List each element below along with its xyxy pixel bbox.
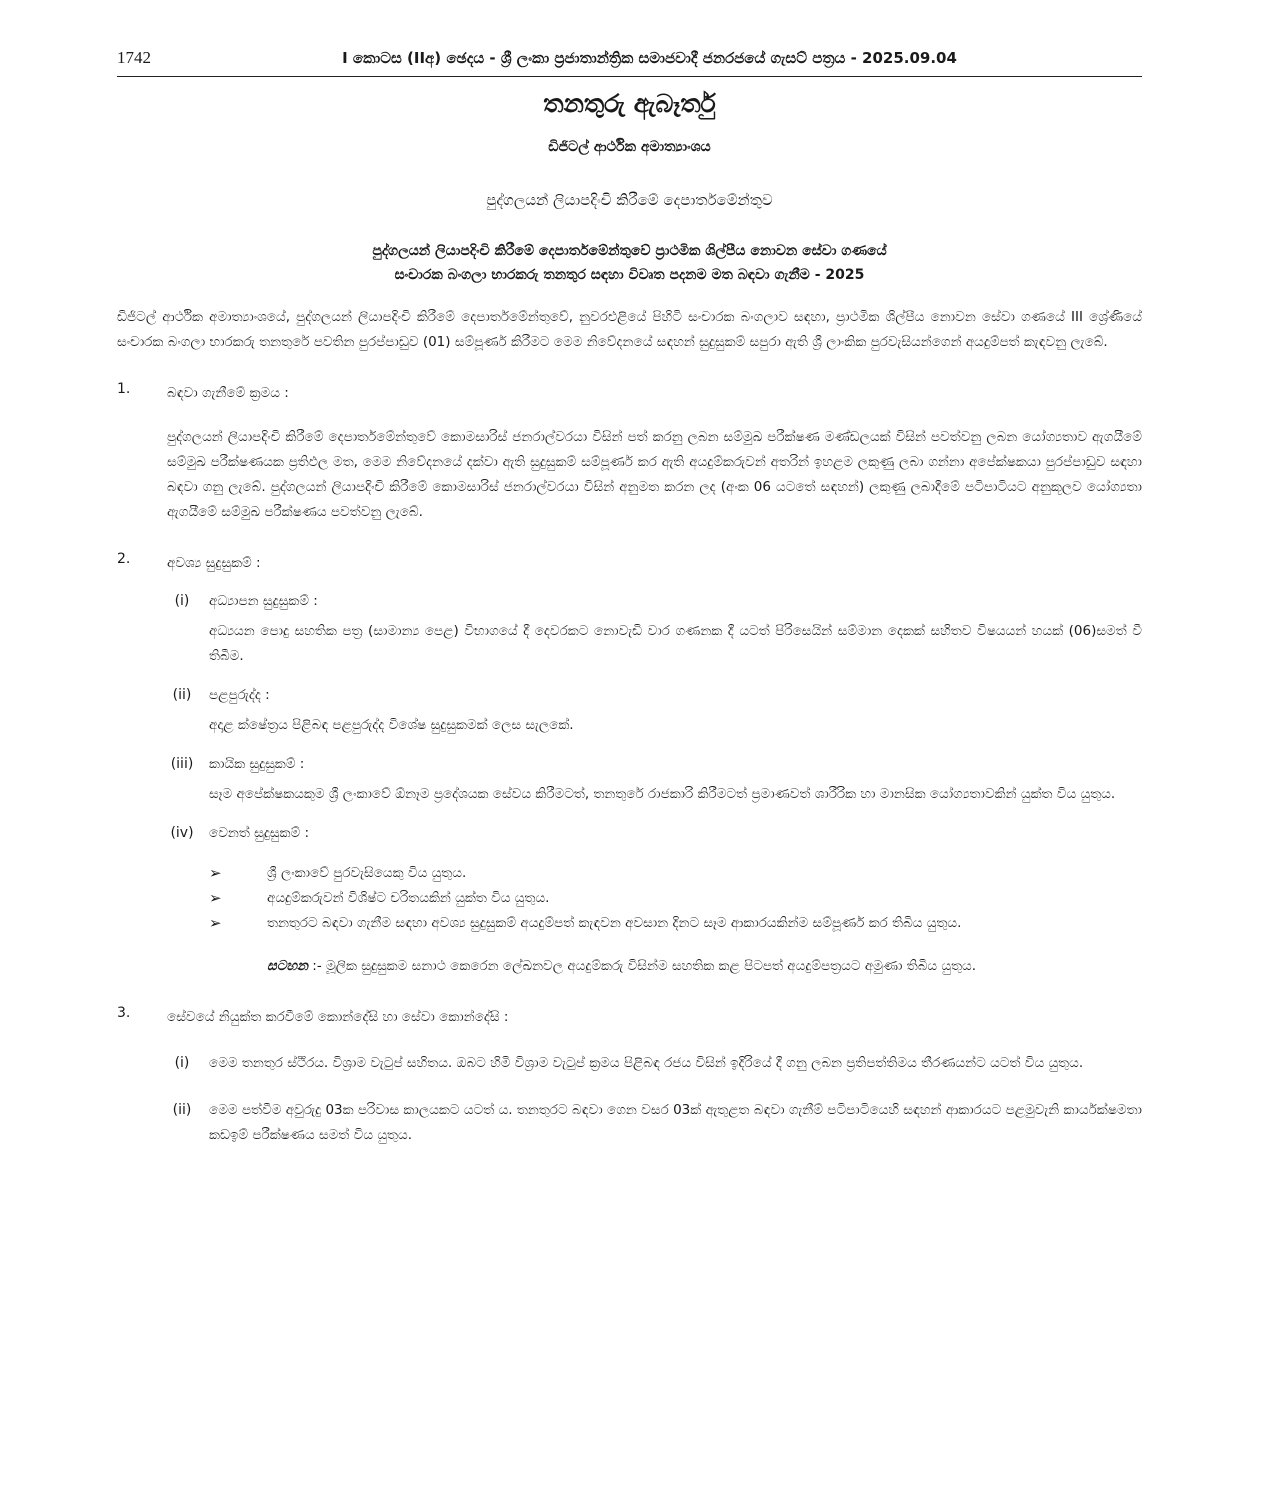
department-name: පුද්ගලයන් ලියාපදිංචි කිරීමේ දෙපාර්තමේන්තුව [486,191,773,209]
list-item-text: ශ්‍රී ලංකාවේ පුරවැසියෙකු විය යුතුය. [267,865,467,881]
condition-item [167,1098,1142,1148]
condition-text: මෙම පත්වීම අවුරුදු 03ක පරිවාස කාලයකට යටත් ය. තනතුරට බඳවා ගෙන වසර 03ක් ඇතුළත බඳවා ගැනීම් පටිපාටියෙහි සඳහන් ආකාරයට පළමුවැනි කාර්යක්ෂමතා කඩඉම් පරීක්ෂණය සමත් විය යුතුය. [209,1102,1142,1143]
subsection-number: (i) [174,593,190,609]
section-number: 2. [117,551,131,567]
page-number: 1742 [117,48,151,67]
subsection-education [167,589,1142,669]
section-3 [117,1005,1142,1148]
subsection-experience [167,683,1142,738]
condition-text: මෙම තනතුර ස්ථිරය. විශ්‍රාම වැටුප් සහිතය. ඔබට හිමි විශ්‍රාම වැටුප් ක්‍රමය පිළිබඳ රජය විසින් ඉදිරියේ දී ගනු ලබන ප්‍රතිපත්තිමය තීරණයන්ට යටත් විය යුතුය. [209,1055,1084,1071]
ministry-name: ඩිජිටල් ආර්ථික අමාත්‍යාංශය [548,139,711,155]
subsection-physical [167,752,1142,807]
arrow-bullet-icon: ➢ [209,889,222,907]
header-title: I කොටස (IIඅ) ඡෙදය - ශ්‍රී ලංකා ප්‍රජාතාන්ත්‍රික සමාජවාදී ජනරජයේ ගැසට් පත්‍රය - 2025.09.04 [342,49,957,67]
section-1 [117,381,1142,525]
section-heading: බඳවා ගැනීමේ ක්‍රමය : [167,385,289,401]
main-title: තනතුරු ඇබෑර්තු [543,89,716,118]
list-item [209,886,1142,911]
subsection-heading: පළපුරුද්ද : [209,687,270,703]
list-item-text: අයදුම්කරුවන් විශිෂ්ට චරිතයකින් යුක්ත විය යුතුය. [267,890,550,906]
section-body: පුද්ගලයන් ලියාපදිංචි කිරීමේ දෙපාර්තමේන්තුවේ කොමසාරිස් ජනරාල්වරයා විසින් පත් කරනු ලබන සම්මුඛ පරීක්ෂණ මණ්ඩලයක් විසින් පවත්වනු ලබන යෝග්‍යතාව ඇගයීමේ සම්මුඛ පරීක්ෂණයක ප්‍රතිඵල මත, මෙම නිවේදනයේ දක්වා ඇති සුදුසුකම් සම්පූර්ණ කර ඇති අයදුම්කරුවන් අතරින් ඉහළම ලකුණු ලබා ගන්නා අපේක්ෂකයා පුරප්පාඩුව සඳහා බඳවා ගනු ලැබේ. පුද්ගලයන් ලියාපදිංචි කිරීමේ කොමසාරිස් ජනරාල්වරයා විසින් අනුමත කරන ලද (අංක 06 යටතේ සඳහන්) ලකුණු ලබාදීමේ පටිපාටියට අනුකූලව යෝග්‍යතා ඇගයීමේ සම්මුඛ පරීක්ෂණය පවත්වනු ලැබේ. [167,429,1142,520]
section-number: 1. [117,381,131,397]
subsection-number: (iv) [170,825,194,841]
notice-subject [117,239,1142,287]
subsection-number: (ii) [172,687,192,703]
condition-number: (i) [174,1055,190,1071]
subsection-other [167,821,1142,979]
subsection-body: සෑම අපේක්ෂකයකුම ශ්‍රී ලංකාවේ ඕනෑම ප්‍රදේශයක සේවය කිරීමටත්, තනතුරේ රාජකාරි කිරීමටත් ප්‍රමාණවත් ශාරීරික හා මානසික යෝග්‍යතාවකින් යුක්ත විය යුතුය. [209,786,1116,802]
subsection-heading: වෙනත් සුදුසුකම් : [209,825,310,841]
section-number: 3. [117,1005,131,1021]
arrow-bullet-icon: ➢ [209,864,222,882]
note-text: :- මූලික සුදුසුකම සනාථ කෙරෙන ලේඛනවල අයදුම්කරු විසින්ම සහතික කළ පිටපත් අයදුම්පත්‍රයට අමුණා තිබිය යුතුය. [312,958,977,974]
subsection-heading: අධ්‍යාපන සුදුසුකම් : [209,593,318,609]
list-item [209,911,1142,936]
requirement-list [209,861,1142,936]
subsection-body: අධ්‍යයන පොදු සහතික පත්‍ර (සාමාන්‍ය පෙළ) විභාගයේ දී දෙවරකට නොවැඩි වාර ගණනක දී යටත් පිරිසෙයින් සම්මාන දෙකක් සහිතව විෂයයන් හයක් (06)සමත් වී තිබීම. [209,623,1142,664]
intro-paragraph: ඩිජිටල් ආර්ථික අමාත්‍යාංශයේ, පුද්ගලයන් ලියාපදිංචි කිරීමේ දෙපාර්තමේන්තුවේ, නුවරඑළියේ පිහිටි සංචාරක බංගලාව සඳහා, ප්‍රාථමික ශිල්පීය නොවන සේවා ගණයේ III ශ්‍රේණියේ සංචාරක බංගලා භාරකරු තනතුරේ පවතින පුරප්පාඩුව (01) සම්පූර්ණ කිරීමට මෙම නිවේදනයේ සඳහන් සුදුසුකම් සපුරා ඇති ශ්‍රී ලාංකික පුරවැසියන්ගෙන් අයදුම්පත් කැඳවනු ලැබේ. [117,309,1142,350]
condition-item [167,1051,1142,1076]
note-paragraph [267,954,1142,979]
subsection-heading: කායික සුදුසුකම් : [209,756,305,772]
condition-number: (ii) [172,1102,192,1118]
section-2 [117,551,1142,979]
list-item [209,861,1142,886]
note-label: සටහන [267,958,308,974]
subsection-number: (iii) [170,756,194,772]
arrow-bullet-icon: ➢ [209,914,222,932]
gazette-page [117,40,1142,1148]
subject-line-1: පුද්ගලයන් ලියාපදිංචි කිරීමේ දෙපාර්තමේන්තුවේ ප්‍රාථමික ශිල්පීය නොවන සේවා ගණයේ [372,243,887,259]
subject-line-2: සංචාරක බංගලා භාරකරු තනතුර සඳහා විවෘත පදනම මත බඳවා ගැනීම - 2025 [394,267,865,283]
section-heading: අවශ්‍ය සුදුසුකම් : [167,555,261,571]
subsection-body: අදාළ ක්ෂේත්‍රය පිළිබඳ පළපුරුද්ද විශේෂ සුදුසුකමක් ලෙස සැලකේ. [209,717,574,733]
section-heading: සේවයේ නියුක්ත කරවීමේ කොන්දේසි හා සේවා කොන්දේසි : [167,1009,509,1025]
list-item-text: තනතුරට බඳවා ගැනීම සඳහා අවශ්‍ය සුදුසුකම් අයදුම්පත් කැඳවන අවසාන දිනට සෑම ආකාරයකින්ම සම්පූර්ණ කර තිබිය යුතුය. [267,915,962,931]
page-header [117,40,1142,77]
